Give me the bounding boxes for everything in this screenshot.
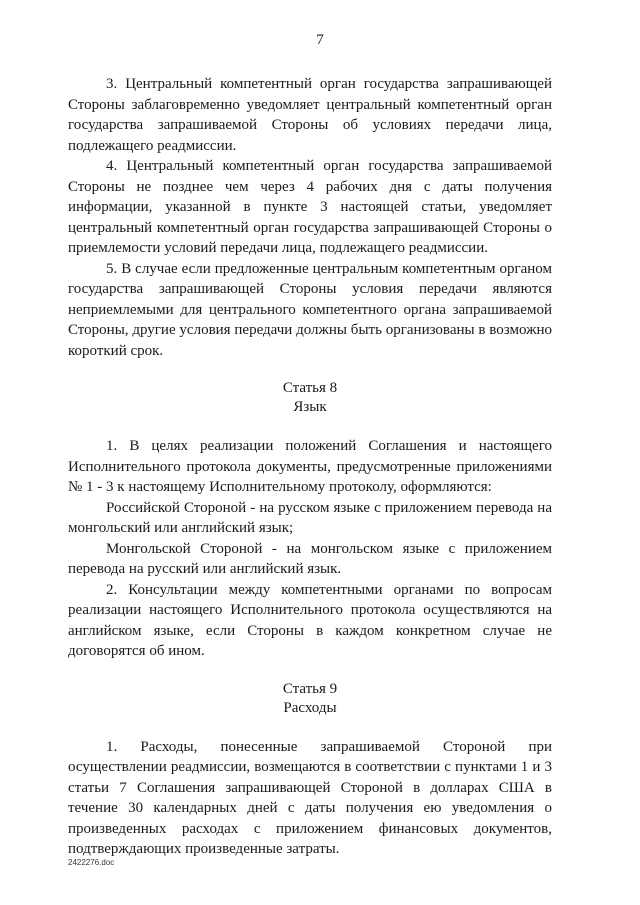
page-number: 7 <box>316 32 324 48</box>
article-8-paragraph-1: 1. В целях реализации положений Соглашения и настоящего Исполнительного протокола документы, предусмотренные приложениями № 1 - 3 к настоящему Исполнительному протоколу, оформляются: <box>68 438 552 495</box>
article-9-paragraph-1: 1. Расходы, понесенные запрашиваемой Стороной при осуществлении реадмиссии, возмещаются в соответствии с пунктами 1 и 3 статьи 7 Соглашения запрашивающей Стороной в долларах США в течение 30 календарных дней с даты получения ею уведомления о произведенных расходах с приложением финансовых документов, подтверждающих произведенные затраты. <box>68 738 552 857</box>
article-8-title: Язык <box>293 399 327 415</box>
article-9-number: Статья 9 <box>282 680 338 697</box>
article-9-title: Расходы <box>283 699 337 716</box>
article-8-number: Статья 8 <box>282 380 338 396</box>
article-8-paragraph-2: 2. Консультации между компетентными органами по вопросам реализации настоящего Исполнительного протокола осуществляются на английском языке, если Стороны в каждом конкретном случае не договорятся об ином. <box>68 581 552 659</box>
article-8-mongolian-side: Монгольской Стороной - на монгольском языке с приложением перевода на русский или английский язык. <box>68 540 552 577</box>
document-body <box>68 74 552 860</box>
paragraph-3: 3. Центральный компетентный орган государства запрашивающей Стороны заблаговременно уведомляет центральный компетентный орган государства запрашиваемой Стороны об условиях передачи лица, подлежащего реадмиссии. <box>68 76 552 154</box>
article-8-russian-side: Российской Стороной - на русском языке с приложением перевода на монгольский или английский язык; <box>68 499 552 536</box>
document-filename: 2422276.doc <box>68 858 115 867</box>
article-9-heading <box>68 680 552 718</box>
paragraph-5: 5. В случае если предложенные центральным компетентным органом государства запрашивающей Стороны условия передачи являются неприемлемыми для центрального компетентного органа запрашиваемой Стороны, другие условия передачи должны быть организованы в возможно короткий срок. <box>68 260 552 359</box>
article-8-heading <box>68 379 552 417</box>
paragraph-4: 4. Центральный компетентный орган государства запрашиваемой Стороны не позднее чем через 4 рабочих дня с даты получения информации, указанной в пункте 3 настоящей статьи, уведомляет центральный компетентный орган государства запрашивающей Стороны о приемлемости условий передачи лица, подлежащего реадмиссии. <box>68 158 552 256</box>
